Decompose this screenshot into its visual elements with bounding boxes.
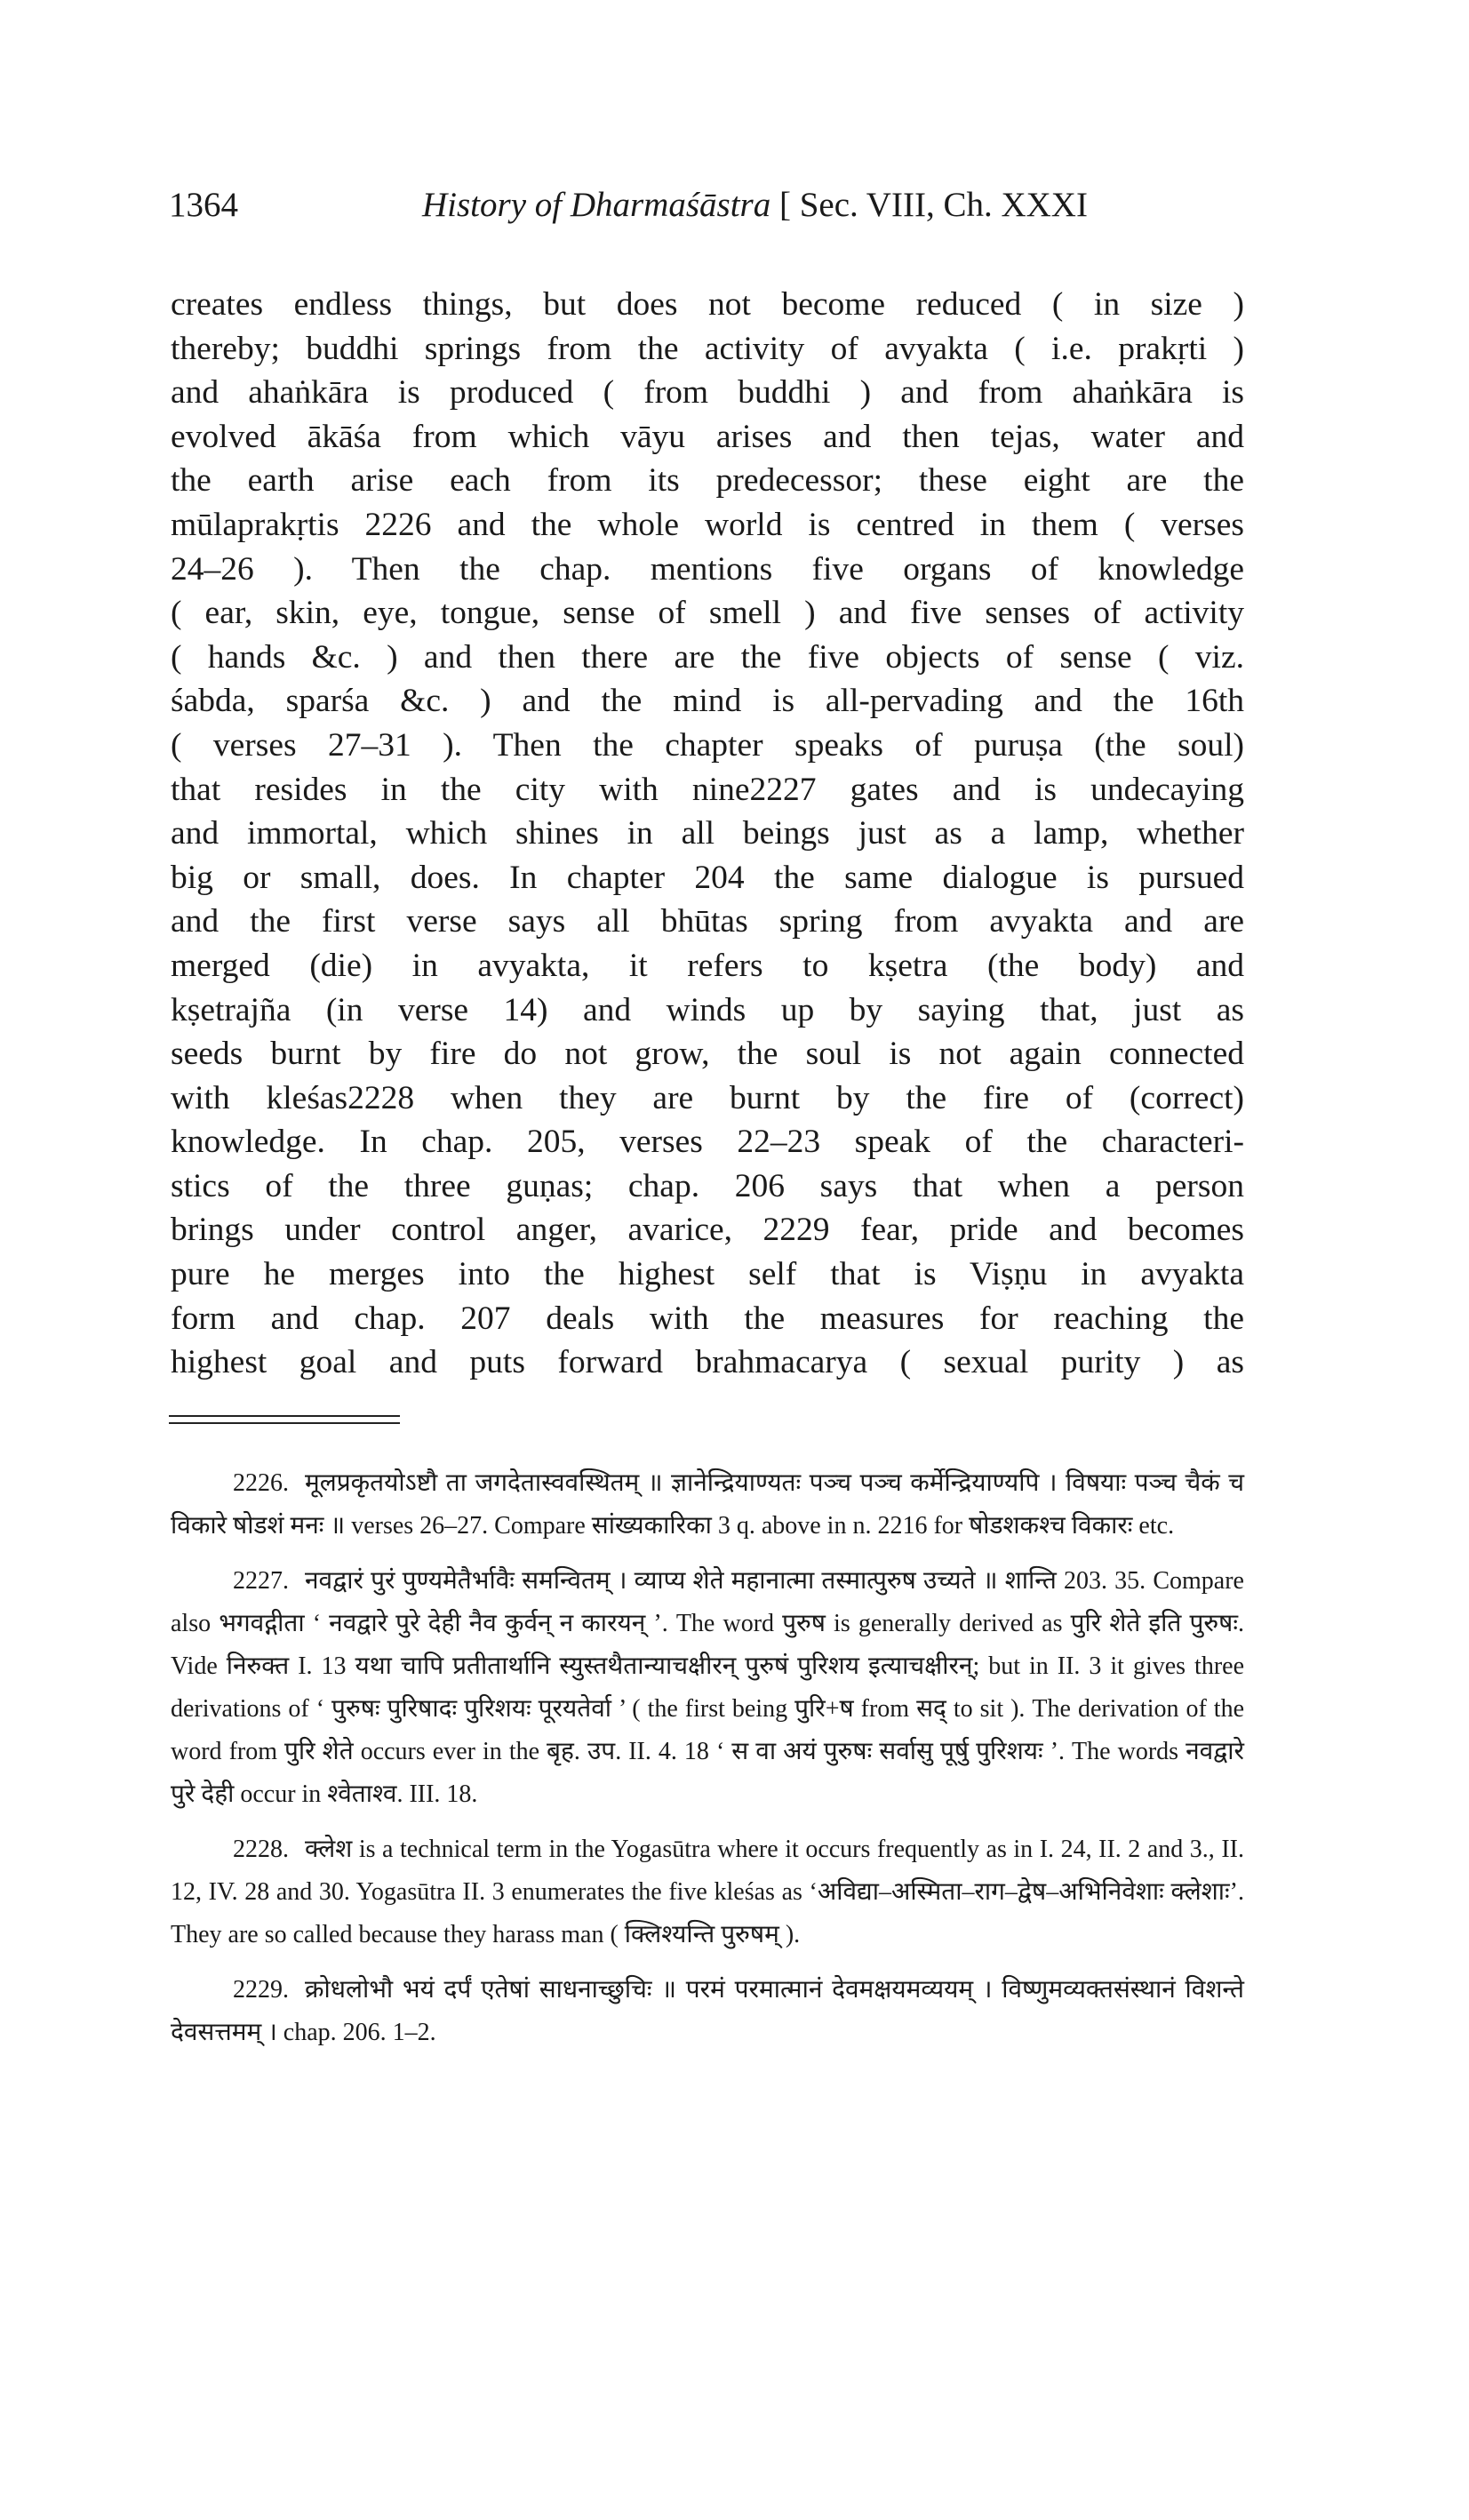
body-line: seeds burnt by fire do not grow, the soul is not again connected <box>171 1036 1244 1073</box>
section-label: [ Sec. VIII, Ch. XXXI <box>778 186 1088 224</box>
footnote-number: 2227. <box>233 1567 289 1595</box>
body-line: stics of the three guṇas; chap. 206 says that when a person <box>171 1167 1244 1204</box>
footnote-number: 2228. <box>233 1836 289 1863</box>
footnote-number: 2226. <box>233 1469 289 1497</box>
body-line: thereby; buddhi springs from the activity of avyakta ( i.e. prakṛti ) <box>171 330 1244 367</box>
footnote-rule <box>169 1422 400 1424</box>
body-line: 24–26 ). Then the chap. mentions five organs of knowledge <box>171 550 1244 588</box>
footnote-text: मूलप्रकृतयोऽष्टौ ता जगदेतास्ववस्थितम् ॥ ज्ञानेन्द्रियाण्यतः पञ्च पञ्च कर्मेन्द्रियाण्यपि । विषयाः पञ्च चैकं च विकारे षोडशं मनः ॥ verses 26–27. Compare सांख्यकारिका 3 q. above in n. 2216 for षोडशकश्च विकारः etc. <box>171 1469 1244 1540</box>
running-title <box>422 185 1088 225</box>
body-line: kṣetrajña (in verse 14) and winds up by saying that, just as <box>171 991 1244 1028</box>
body-line: and immortal, which shines in all beings just as a lamp, whether <box>171 815 1244 852</box>
body-line: with kleśas2228 when they are burnt by the fire of (correct) <box>171 1079 1244 1116</box>
footnote-number: 2229. <box>233 1976 289 2004</box>
body-line: big or small, does. In chapter 204 the same dialogue is pursued <box>171 859 1244 896</box>
body-line: mūlaprakṛtis 2226 and the whole world is centred in them ( verses <box>171 506 1244 543</box>
footnote-2228 <box>171 1828 1244 1956</box>
page-number: 1364 <box>169 186 238 224</box>
body-line: the earth arise each from its predecessor; these eight are the <box>171 462 1244 500</box>
body-line: and the first verse says all bhūtas spring from avyakta and are <box>171 903 1244 940</box>
footnote-text: क्लेश is a technical term in the Yogasūtra where it occurs frequently as in I. 24, II. 2 and 3., II. 12, IV. 28 and 30. Yogasūtra II. 3 enumerates the five kleśas as ‘अविद्या–अस्मिता–राग–द्वेष–अभिनिवेशाः क्लेशाः’. They are so called because they harass man ( क्लिश्यन्ति पुरुषम् ). <box>171 1836 1244 1948</box>
body-line: highest goal and puts forward brahmacarya ( sexual purity ) as <box>171 1344 1244 1381</box>
footnotes <box>171 1462 1244 2067</box>
body-line: form and chap. 207 deals with the measures for reaching the <box>171 1300 1244 1337</box>
body-line: śabda, sparśa &c. ) and the mind is all-pervading and the 16th <box>171 683 1244 720</box>
footnote-text: क्रोधलोभौ भयं दर्पं एतेषां साधनाच्छुचिः ॥ परमं परमात्मानं देवमक्षयमव्ययम् । विष्णुमव्यक्तसंस्थानं विशन्ते देवसत्तमम् । chap. 206. 1–2. <box>171 1976 1244 2046</box>
footnote-text: नवद्वारं पुरं पुण्यमेतैर्भावैः समन्वितम् । व्याप्य शेते महानात्मा तस्मात्पुरुष उच्यते ॥ शान्ति 203. 35. Compare also भगवद्गीता ‘ नवद्वारे पुरे देही नैव कुर्वन् न कारयन् ’. The word पुरुष is generally derived as पुरि शेते इति पुरुषः. Vide निरुक्त I. 13 यथा चापि प्रतीतार्थानि स्युस्तथैतान्याचक्षीरन् पुरुषं पुरिशय इत्याचक्षीरन्; but in II. 3 it gives three derivations of ‘ पुरुषः पुरिषादः पुरिशयः पूरयतेर्वा ’ ( the first being पुरि+ष from सद् to sit ). The derivation of the word from पुरि शेते occurs ever in the बृह. उप. II. 4. 18 ‘ स वा अयं पुरुषः सर्वासु पूर्षु पुरिशयः ’. The words नवद्वारे पुरे देही occur in श्वेताश्व. III. 18. <box>171 1567 1244 1808</box>
body-line: knowledge. In chap. 205, verses 22–23 speak of the characteri- <box>171 1124 1244 1161</box>
footnote-rule <box>169 1415 400 1417</box>
body-line: ( verses 27–31 ). Then the chapter speaks of puruṣa (the soul) <box>171 726 1244 764</box>
footnote-2226 <box>171 1462 1244 1548</box>
body-line: ( ear, skin, eye, tongue, sense of smell ) and five senses of activity <box>171 595 1244 632</box>
body-text <box>171 283 1244 1385</box>
running-header <box>169 185 1244 238</box>
body-line: merged (die) in avyakta, it refers to kṣetra (the body) and <box>171 947 1244 984</box>
body-line: evolved ākāśa from which vāyu arises and then tejas, water and <box>171 418 1244 455</box>
footnote-2229 <box>171 1969 1244 2054</box>
body-line: ( hands &c. ) and then there are the five objects of sense ( viz. <box>171 638 1244 676</box>
body-line: brings under control anger, avarice, 2229 fear, pride and becomes <box>171 1212 1244 1249</box>
body-line: and ahaṅkāra is produced ( from buddhi ) and from ahaṅkāra is <box>171 374 1244 412</box>
body-line: that resides in the city with nine2227 gates and is undecaying <box>171 771 1244 808</box>
body-line: pure he merges into the highest self that is Viṣṇu in avyakta <box>171 1256 1244 1293</box>
footnote-2227 <box>171 1560 1244 1816</box>
book-title: History of Dharmaśāstra <box>422 186 771 224</box>
body-line: creates endless things, but does not become reduced ( in size ) <box>171 286 1244 323</box>
